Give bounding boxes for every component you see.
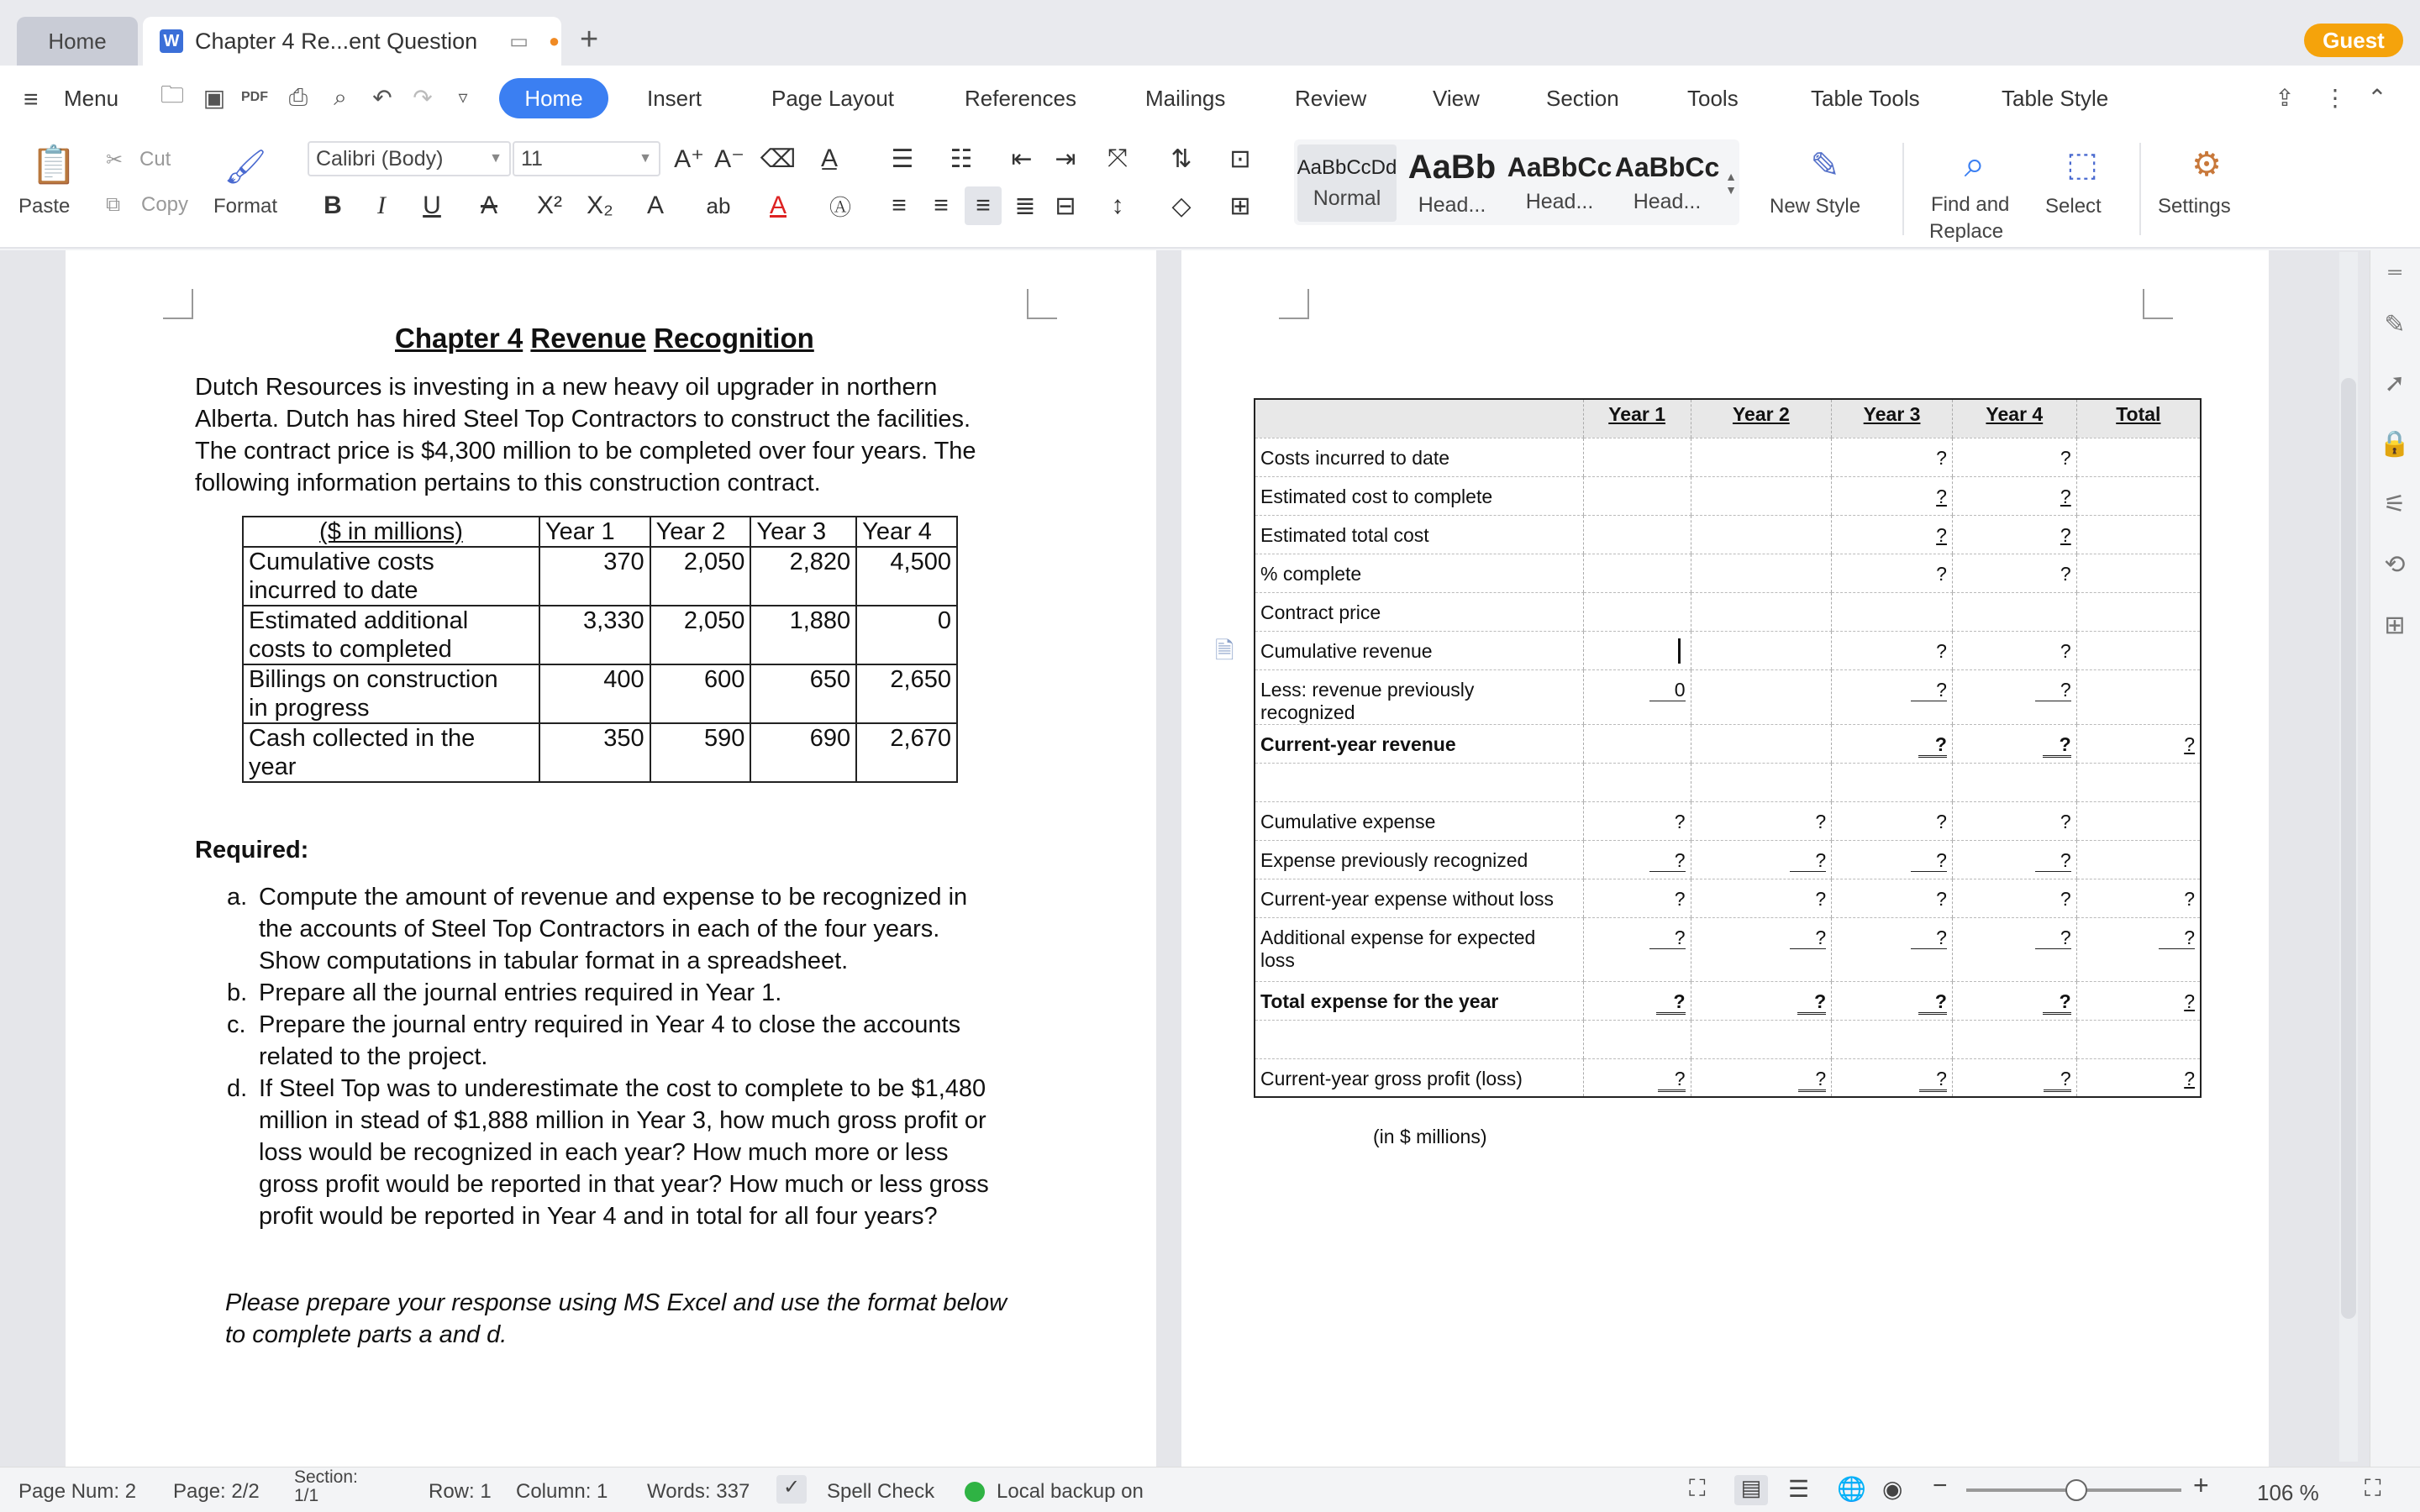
table-row[interactable]: Total expense for the year ? ? ? ? ? [1255,981,2201,1020]
table-row[interactable]: Expense previously recognized ? ? ? ? [1255,840,2201,879]
highlight-icon[interactable]: ab [706,192,731,218]
status-page[interactable]: Page: 2/2 [173,1480,260,1503]
ribbon-separator [1902,143,1904,235]
menu-button[interactable]: Menu [64,86,119,111]
show-marks-icon[interactable]: ⊡ [1229,144,1251,173]
settings-icon[interactable]: ⚙ [2191,146,2222,183]
paste-button[interactable]: Paste [18,195,71,218]
zoom-in-icon[interactable]: + [2193,1470,2209,1500]
save-icon[interactable]: ▣ [203,84,226,111]
table-row[interactable]: Cumulative expense ? ? ? ? [1255,801,2201,840]
tab-insert[interactable]: Insert [647,86,702,111]
tab-references[interactable]: References [965,86,1076,111]
table-row[interactable]: Less: revenue previously recognized 0 ? ? [1255,669,2201,724]
superscript-icon[interactable]: X² [537,192,562,219]
guest-button[interactable]: Guest [2304,24,2403,57]
panel-collapse-icon[interactable]: ═ [2388,261,2402,282]
text-cursor-cell [1583,631,1691,669]
edit-pen-icon[interactable]: ✎ [2384,310,2406,339]
shrink-font-icon[interactable]: A⁻ [714,144,744,173]
align-right-icon[interactable]: ≡ [965,186,1002,225]
align-center-icon[interactable]: ≡ [934,192,949,219]
style-heading-1[interactable]: AaBb Head... [1407,149,1497,217]
table-row[interactable] [1255,1020,2201,1058]
spell-check-button[interactable]: Spell Check [827,1480,935,1503]
status-page-num: Page Num: 2 [18,1480,137,1503]
page-view-icon[interactable]: ▤ [1734,1475,1768,1505]
pointer-icon[interactable]: ➚ [2384,369,2406,397]
hamburger-icon[interactable]: ≡ [24,86,39,113]
justify-icon[interactable]: ≣ [1014,192,1036,220]
web-view-icon[interactable]: 🌐 [1837,1476,1866,1502]
settings-button[interactable]: Settings [2158,195,2231,218]
find-replace-icon[interactable]: ⌕ [1964,144,1986,185]
grow-font-icon[interactable]: A⁺ [674,144,704,173]
table-row[interactable]: Cumulative revenue ? ? [1255,631,2201,669]
font-color-icon[interactable]: A [769,192,786,219]
table-row[interactable]: Current-year expense without loss ? ? ? ? ? [1255,879,2201,917]
margin-corner [163,289,193,319]
table-row[interactable]: Estimated cost to complete ? ? [1255,476,2201,515]
copy-button[interactable]: Copy [141,193,189,216]
char-border-icon[interactable]: Ⓐ [829,194,851,220]
table-row[interactable]: % complete ? ? [1255,554,2201,592]
find-replace-line2[interactable]: Replace [1929,220,2004,243]
undo-icon[interactable]: ↶ [372,84,392,111]
writer-doc-icon: W [160,29,183,53]
ribbon-separator-2 [2139,143,2141,235]
table-row: Cumulative costs incurred to date 370 2,050 2,820 4,500 [243,547,957,606]
instruction-note[interactable]: Please prepare your response using MS Excel and use the format below to complete parts a and d. [225,1289,1007,1348]
strikethrough-icon[interactable]: A [480,192,497,219]
required-list[interactable]: a. Compute the amount of revenue and expense to be recognized in the accounts of Steel Top Contractors in each of the four years. Show computations in tabular format in a spreadsheet. b. Prepare all the journal entries required in Year 1. c. Prepare the journal entry required in Year 4 to close the accounts related to the project. d. If Steel Top was to underestimate the cost to complete to be $1,480 million in stead of $1,888 million in Year 3, how much gross profit or loss would be recognized in each year? How much more or less gross profit would be reported in that year? How much or less gross profit would be reported in Year 4 and in total for all four years? [227,884,989,1230]
numbering-icon[interactable]: ☷ [950,144,973,173]
clear-format-icon[interactable]: ⌫ [760,144,797,173]
tab-document[interactable] [143,17,561,66]
apps-icon[interactable]: ⊞ [2384,611,2406,639]
table-row[interactable]: Costs incurred to date ? ? [1255,438,2201,476]
table-row: Billings on construction in progress 400 600 650 2,650 [243,664,957,723]
tab-tools[interactable]: Tools [1687,86,1739,111]
underline-icon[interactable]: U [423,192,441,219]
new-style-icon[interactable]: ✎ [1810,144,1840,185]
paste-icon[interactable]: 📋 [30,144,77,186]
data-table [242,516,958,783]
style-normal[interactable]: AaBbCcDd Normal [1297,144,1397,222]
table-row[interactable]: Current-year gross profit (loss) ? ? ? ? ? [1255,1058,2201,1097]
subscript-icon[interactable]: X₂ [587,192,613,219]
table-caption: (in $ millions) [1373,1126,1487,1147]
customize-toolbar-icon[interactable]: ▿ [458,87,468,108]
select-button[interactable]: Select [2045,195,2102,218]
status-row: Row: 1 [429,1480,492,1503]
table-row[interactable] [1255,763,2201,801]
unsaved-dot-icon: ● [548,30,560,51]
table-row[interactable]: Contract price [1255,592,2201,631]
required-heading: Required: [195,837,309,864]
decrease-indent-icon[interactable]: ⇤ [1011,144,1033,173]
monitor-icon[interactable]: ▭ [509,29,529,53]
tab-table-tools[interactable]: Table Tools [1811,86,1920,111]
tab-review[interactable]: Review [1295,86,1367,111]
shading-icon[interactable]: ◇ [1171,192,1192,220]
fit-window-icon[interactable]: ⛶ [2365,1475,2381,1501]
status-section: Section: 1/1 [294,1467,358,1505]
local-backup-status[interactable]: Local backup on [997,1480,1144,1503]
redo-icon[interactable]: ↷ [413,84,433,111]
tab-page-layout[interactable]: Page Layout [771,86,895,111]
open-folder-icon[interactable]: 🗀 [160,81,184,108]
zoom-out-icon[interactable]: − [1933,1472,1948,1499]
distribute-icon[interactable]: ⊟ [1055,192,1076,220]
zoom-level[interactable]: 106 % [2257,1480,2319,1505]
sort-icon[interactable]: ⇅ [1171,144,1192,173]
table-row: ($ in millions) Year 1 Year 2 Year 3 Year 4 [243,517,957,547]
format-painter-button[interactable]: Format [213,195,278,218]
paragraph-marker-icon[interactable]: 🗎 [1215,638,1234,664]
style-heading-3[interactable]: AaBbCc Head... [1615,152,1719,213]
status-column: Column: 1 [516,1480,608,1503]
page-title: Chapter 4 Revenue Recognition [395,323,814,354]
zoom-slider-handle[interactable] [2065,1479,2087,1501]
margin-corner [1279,289,1309,319]
table-row: Year 1 Year 2 Year 3 Year 4 Total [1255,399,2201,438]
format-painter-icon[interactable]: 🖌 [224,148,267,186]
font-family-select[interactable]: Calibri (Body) ▼ [308,141,511,176]
lock-icon[interactable]: 🔒 [2379,429,2411,458]
pdf-icon[interactable]: PDF [241,90,268,104]
bullets-icon[interactable]: ☰ [891,144,914,173]
tab-home[interactable]: Home [17,17,138,66]
table-row: Cash collected in the year 350 590 690 2,670 [243,723,957,782]
text-cursor [1678,638,1681,664]
style-heading-2[interactable]: AaBbCc Head... [1507,152,1612,213]
tab-table-style[interactable]: Table Style [2002,86,2109,111]
share-icon[interactable]: ⇪ [2275,84,2295,111]
print-preview-icon[interactable]: ⌕ [334,83,347,110]
outline-view-icon[interactable]: ☰ [1788,1476,1810,1502]
copy-icon[interactable]: ⧉ [106,193,121,216]
adjust-icon[interactable]: ⚟ [2383,490,2407,518]
cut-button[interactable]: Cut [139,148,171,171]
increase-indent-icon[interactable]: ⇥ [1055,144,1076,173]
eye-protection-icon[interactable]: ◉ [1882,1476,1903,1502]
italic-icon[interactable]: I [377,192,386,219]
align-left-icon[interactable]: ≡ [892,192,907,219]
new-style-button[interactable]: New Style [1770,195,1861,218]
borders-icon[interactable]: ⊞ [1229,192,1251,220]
spell-check-icon[interactable]: ✓ [776,1475,807,1504]
styles-scroll-icon[interactable]: ▲ ▼ [1725,170,1737,197]
table-row[interactable]: Estimated total cost ? ? [1255,515,2201,554]
collapse-ribbon-icon[interactable]: ⌃ [2367,84,2387,111]
select-icon[interactable]: ⬚ [2066,146,2098,183]
worksheet-table [1254,398,2202,1098]
font-size-select[interactable]: 11 ▼ [513,141,660,176]
tab-view[interactable]: View [1433,86,1480,111]
tab-home-ribbon[interactable]: Home [499,78,608,118]
print-icon[interactable]: ⎙ [288,83,308,110]
backup-status-icon [965,1482,985,1502]
phonetic-guide-icon[interactable]: A̲ [820,144,838,172]
find-replace-line1[interactable]: Find and [1931,193,2010,216]
new-tab-button[interactable]: + [580,22,599,57]
fullscreen-icon[interactable]: ⛶ [1689,1475,1706,1501]
line-spacing-icon[interactable]: ↕ [1111,192,1124,219]
margin-corner [1027,289,1057,319]
margin-corner [2143,289,2173,319]
text-direction-icon[interactable]: ⤧ [1107,144,1128,172]
tab-section[interactable]: Section [1546,86,1619,111]
table-row[interactable]: Additional expense for expected loss ? ? ? ? ? [1255,917,2201,981]
history-icon[interactable]: ⟲ [2384,550,2406,579]
bold-icon[interactable]: B [324,192,342,219]
scrollbar-thumb[interactable] [2341,378,2356,1319]
more-icon[interactable]: ⋮ [2323,84,2347,111]
text-effects-icon[interactable]: A [646,192,664,219]
status-words[interactable]: Words: 337 [647,1480,750,1503]
tab-document-label: Chapter 4 Re...ent Question [195,28,478,54]
tab-mailings[interactable]: Mailings [1145,86,1226,111]
table-row[interactable]: Current-year revenue ? ? ? [1255,724,2201,763]
intro-paragraph[interactable]: Dutch Resources is investing in a new heavy oil upgrader in northern Alberta. Dutch has hired Steel Top Contractors to construct the facilities. The contract price is $4,300 million to be completed over four years. The following information pertains to this construction contract. [195,374,976,496]
table-row: Estimated additional costs to completed 3,330 2,050 1,880 0 [243,606,957,664]
cut-icon[interactable]: ✂ [106,149,124,171]
